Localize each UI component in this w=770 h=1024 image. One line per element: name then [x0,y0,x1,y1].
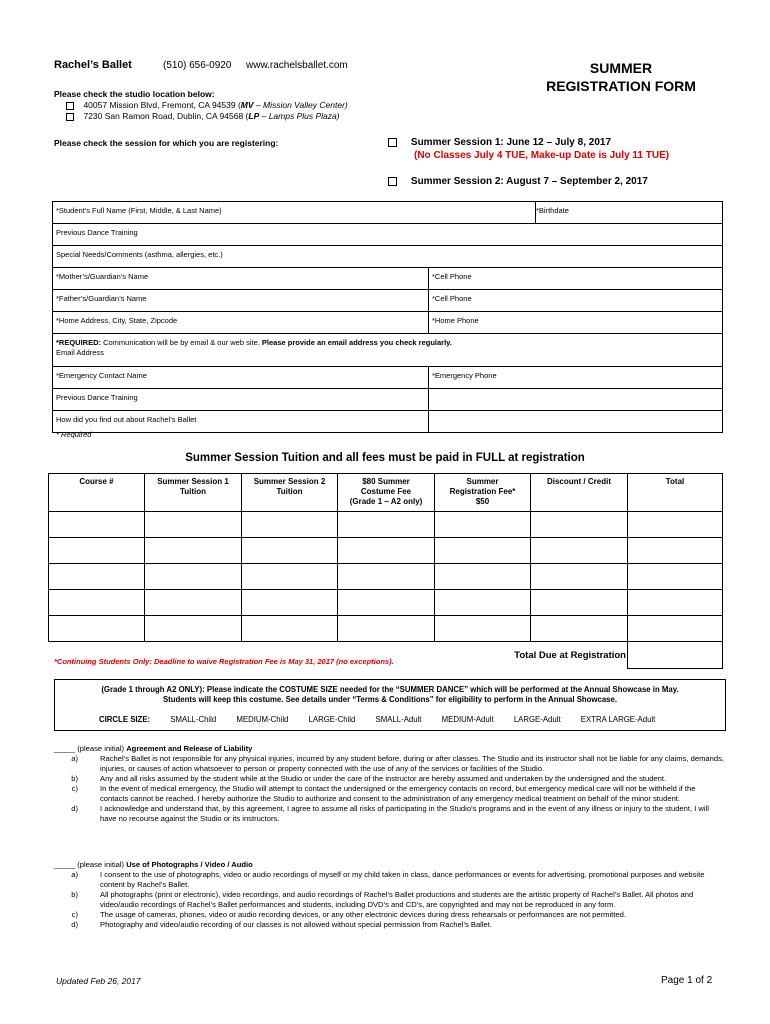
total-due-label: Total Due at Registration [49,642,628,669]
student-info-table [52,201,723,433]
location-desc: – Mission Valley Center) [253,100,348,110]
location-code: LP [248,111,260,121]
col-registration-fee: Summer Registration Fee* $50 [435,474,531,512]
list-item: d) I acknowledge and understand that, by this agreement, I agree to assume all risks of participating in the Studio’s programs and in the event of any illness or injury to the student, I will have no recourse against the Studio or its instructors. [71,804,709,823]
costume-line1: (Grade 1 through A2 ONLY): Please indicate the COSTUME SIZE needed for the “SUMMER DANCE” which will be performed at the Annual Showcase in May. [101,685,679,694]
initial-blank[interactable]: _____ [54,744,76,753]
table-row[interactable] [49,538,723,564]
studio-website[interactable]: www.rachelsballet.com [246,60,348,71]
location-option-mv[interactable] [66,100,348,110]
how-found-field[interactable]: How did you find out about Rachel’s Ballet [53,411,429,433]
photos-title: Use of Photographs / Video / Audio [126,860,253,869]
table-row[interactable] [49,616,723,642]
studio-phone: (510) 656-0920 [163,60,232,71]
prev-training-2-extra[interactable] [429,389,723,411]
page-number: Page 1 of 2 [661,975,713,986]
location-address: 40057 Mission Blvd, Fremont, CA 94539 ( [83,100,241,110]
session1-note: (No Classes July 4 TUE, Make-up Date is July 11 TUE) [414,150,670,161]
liability-heading: _____ (please initial) Agreement and Release of Liability [54,744,253,753]
size-option[interactable]: LARGE-Child [308,715,356,724]
emergency-phone-field[interactable]: *Emergency Phone [429,367,723,389]
table-row[interactable] [49,590,723,616]
prev-training-field[interactable]: Previous Dance Training [53,224,723,246]
size-option[interactable]: MEDIUM-Child [236,715,289,724]
mother-cell-field[interactable]: *Cell Phone [429,268,723,290]
father-name-field[interactable]: *Father’s/Guardian’s Name [53,290,429,312]
location-desc: – Lamps Plus Plaza) [259,111,340,121]
list-item: b) Any and all risks assumed by the student while at the Studio or under the care of the instructor are hereby assumed and undertaken by the undersigned and the student. [71,774,667,783]
studio-name: Rachel’s Ballet [54,59,132,71]
size-option[interactable]: MEDIUM-Adult [441,715,494,724]
form-title [538,59,704,95]
col-total: Total [628,474,723,512]
col-discount: Discount / Credit [531,474,628,512]
session2-label: Summer Session 2: August 7 – September 2, 2017 [410,176,648,187]
col-session1-tuition: Summer Session 1 Tuition [145,474,242,512]
location-code: MV [240,100,254,110]
table-row[interactable] [49,512,723,538]
location-prompt: Please check the studio location below: [54,89,215,99]
location-address: 7230 San Ramon Road, Dublin, CA 94568 ( [83,111,249,121]
form-title-line2: REGISTRATION FORM [546,78,696,94]
liability-title: Agreement and Release of Liability [126,744,253,753]
liability-section [54,744,724,824]
table-row[interactable] [49,564,723,590]
col-session2-tuition: Summer Session 2 Tuition [242,474,338,512]
updated-date: Updated Feb 26, 2017 [56,976,141,986]
circle-size-label: CIRCLE SIZE: [99,715,151,724]
form-title-line1: SUMMER [589,60,653,76]
mother-name-field[interactable]: *Mother’s/Guardian’s Name [53,268,429,290]
size-option[interactable]: EXTRA LARGE-Adult [580,715,656,724]
list-item: a) Rachel’s Ballet is not responsible for any physical injuries, incurred by any student before, during or after classes. The Studio and its instructor shall not be liable for any claims, demands, injuries, or causes of action whatsoever to person or property connected with the use of any of the services or facilities of the Studio. [71,754,724,773]
special-needs-field[interactable]: Special Needs/Comments (asthma, allergies, etc.) [53,246,723,268]
list-item: a) I consent to the use of photographs, video or audio recordings of myself or my child taken in class, dance performances or events for advertising, promotional purposes and website content by Rachel’s Ballet. [71,870,705,889]
col-course: Course # [49,474,145,512]
list-item: b) All photographs (print or electronic), video recordings, and audio recordings of Rachel’s Ballet productions and students are the artistic property of Rachel’s Ballet. All photos and video/audio recordings of Rachel’s Ballet performances and students, including DVD’s and CD’s, are copyrighted and may not be reproduced in any form. [71,890,694,909]
costume-line2: Students will keep this costume. See details under “Terms & Conditions” for eligibility to perform in the Annual Showcase. [162,695,618,704]
student-name-field[interactable]: *Student's Full Name (First, Middle, & Last Name) [53,202,536,224]
registration-fee-note: *Continuing Students Only: Deadline to waive Registration Fee is May 31, 2017 (no exceptions). [54,657,394,666]
checkbox-icon[interactable] [66,102,74,110]
checkbox-icon[interactable] [66,113,74,121]
prev-training-2-field[interactable]: Previous Dance Training [53,389,429,411]
list-item: d) Photography and video/audio recording of our classes is not allowed without special permission from Rachel’s Ballet. [71,920,492,929]
required-note: * Required [56,430,92,439]
session-option-1[interactable] [388,137,611,148]
emergency-contact-field[interactable]: *Emergency Contact Name [53,367,429,389]
size-option[interactable]: SMALL-Child [170,715,217,724]
size-option[interactable]: LARGE-Adult [513,715,561,724]
address-field[interactable]: *Home Address, City, State, Zipcode [53,312,429,334]
birthdate-field[interactable]: *Birthdate [536,202,723,224]
how-found-extra[interactable] [429,411,723,433]
checkbox-icon[interactable] [388,138,397,147]
location-option-lp[interactable] [66,111,340,121]
photos-heading: _____ (please initial) Use of Photographs / Video / Audio [54,860,253,869]
session1-label: Summer Session 1: June 12 – July 8, 2017 [410,137,612,148]
tuition-heading: Summer Session Tuition and all fees must be paid in FULL at registration [185,452,585,464]
home-phone-field[interactable]: *Home Phone [429,312,723,334]
checkbox-icon[interactable] [388,177,397,186]
email-field[interactable]: *REQUIRED: Communication will be by email & our web site. Please provide an email address you check regularly. Email Address [53,334,723,367]
list-item: c) In the event of medical emergency, the Studio will attempt to contact the undersigned or the emergency contacts on record, but emergency medical care will not be withheld if the contacts cannot be reached. I hereby authorize the Studio to authorize and consent to the administration of any emergency medical treatment on behalf of the minor student. [71,784,696,803]
father-cell-field[interactable]: *Cell Phone [429,290,723,312]
costume-sizes [99,715,655,724]
photos-section [54,860,724,930]
tuition-table [48,473,723,669]
initial-blank[interactable]: _____ [54,860,76,869]
costume-size-box [54,679,726,731]
list-item: c) The usage of cameras, phones, video or audio recording devices, or any other electronic devices during dress rehearsals or performances are not permitted. [71,910,626,919]
total-due-field[interactable] [628,642,723,669]
session-prompt: Please check the session for which you are registering: [54,138,279,148]
session-option-2[interactable] [388,176,648,187]
col-costume-fee: $80 Summer Costume Fee (Grade 1 – A2 only) [338,474,435,512]
size-option[interactable]: SMALL-Adult [375,715,422,724]
